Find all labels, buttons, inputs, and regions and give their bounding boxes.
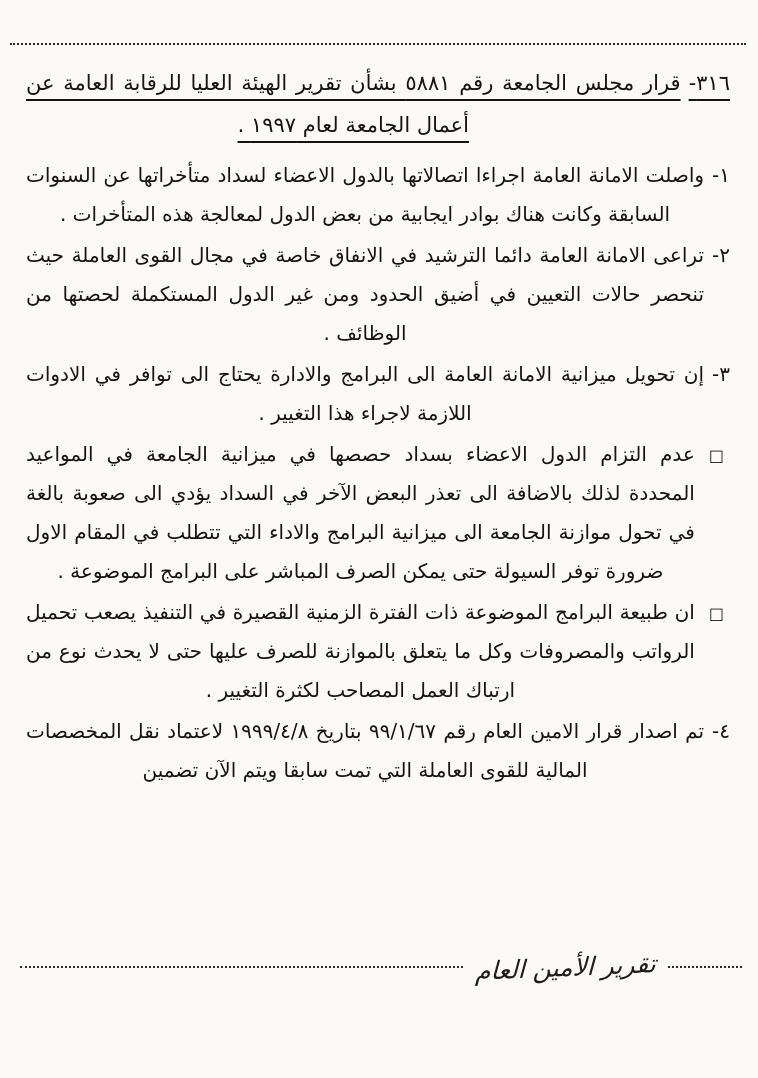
top-divider-rule <box>10 43 746 45</box>
decision-heading <box>26 62 730 146</box>
item-number-3: ٣- <box>712 362 730 386</box>
item-number-1: ١- <box>712 163 730 187</box>
item-number-4: ٤- <box>712 719 730 743</box>
bullet-text-1: عدم التزام الدول الاعضاء بسداد حصصها في ميزانية الجامعة في المواعيد المحددة لذلك بالاضافة الى تعذر البعض الآخر في السداد يؤدي الى صعوبة بالغة في تحول موازنة الجامعة الى ميزانية البرامج والاداء التي تتطلب في المقام الاول ضرورة توفر السيولة حتى يمكن الصرف المباشر على البرامج الموضوعة . <box>26 442 695 583</box>
square-bullet-icon: □ <box>708 446 724 465</box>
bullet-text-2: ان طبيعة البرامج الموضوعة ذات الفترة الزمنية القصيرة في التنفيذ يصعب تحميل الرواتب والمصروفات وكل ما يتعلق بالموازنة للصرف عليها حتى لا يحدث نوع من ارتباك العمل المصاحب لكثرة التغيير . <box>26 600 695 702</box>
footer-rule-long <box>20 966 463 968</box>
item-number-2: ٢- <box>712 243 730 267</box>
square-bullet-icon: □ <box>708 604 724 623</box>
signature-text: تقرير الأمين العام <box>474 948 657 986</box>
numbered-item-1 <box>26 156 730 234</box>
item-text-1: واصلت الامانة العامة اجراءا اتصالاتها بالدول الاعضاء لسداد متأخراتها عن السنوات السابقة وكانت هناك بوادر ايجابية من بعض الدول لمعالجة هذه المتأخرات . <box>26 163 705 226</box>
footer-rule-short <box>668 966 742 968</box>
bullet-item-2 <box>26 593 730 710</box>
numbered-item-3 <box>26 355 730 433</box>
numbered-item-2 <box>26 236 730 353</box>
document-body <box>26 62 730 792</box>
bullet-item-1 <box>26 435 730 591</box>
item-text-3: إن تحويل ميزانية الامانة العامة الى البرامج والادارة يحتاج الى توافر في الادوات اللازمة لاجراء هذا التغيير . <box>26 362 705 425</box>
item-text-4: تم اصدار قرار الامين العام رقم ٩٩/١/٦٧ بتاريخ ١٩٩٩/٤/٨ لاعتماد نقل المخصصات المالية للقوى العاملة التي تمت سابقا ويتم الآن تضمين <box>26 719 705 782</box>
decision-title: قرار مجلس الجامعة رقم ٥٨٨١ بشأن تقرير الهيئة العليا للرقابة العامة عن أعمال الجامعة لعام ١٩٩٧ . <box>26 71 681 137</box>
page-footer <box>20 942 742 992</box>
item-text-2: تراعى الامانة العامة دائما الترشيد في الانفاق خاصة في مجال القوى العاملة حيث تنحصر حالات التعيين في أضيق الحدود ومن غير الدول المستكملة لحصتها من الوظائف . <box>26 243 705 345</box>
decision-item-number: ٣١٦- <box>688 71 730 95</box>
numbered-item-4 <box>26 712 730 790</box>
